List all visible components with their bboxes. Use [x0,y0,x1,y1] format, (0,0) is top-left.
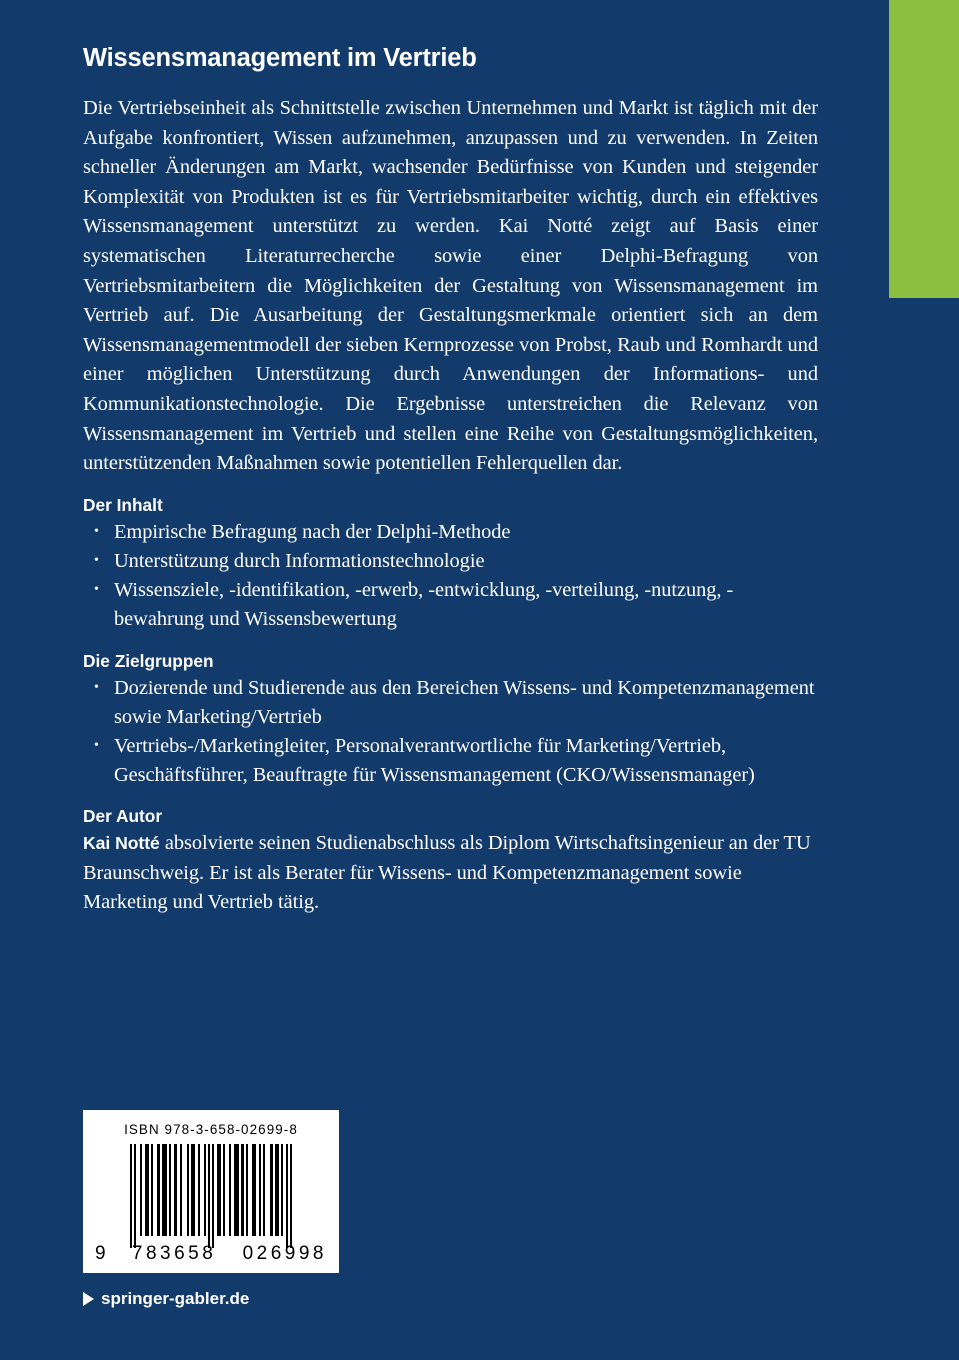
section-heading-inhalt: Der Inhalt [83,494,163,515]
list-item: • Dozierende und Studierende aus den Bereichen Wissens- und Kompetenzmanagement sowie Marketing/Vertrieb [83,674,818,732]
author-name: Kai Notté [83,833,160,854]
isbn-label: ISBN 978-3-658-02699-8 [124,1122,298,1137]
zielgruppen-list [83,674,818,791]
triangle-icon [83,1292,94,1306]
barcode-box [83,1110,339,1273]
list-item: • Vertriebs-/Marketingleiter, Personalverantwortliche für Marketing/Vertrieb, Geschäftsführer, Beauftragte für Wissensmanagement (CKO/Wissensmanager) [83,732,818,790]
list-item: • Wissensziele, -identifikation, -erwerb, -entwicklung, -verteilung, -nutzung, -bewahrung und Wissensbewertung [83,576,818,634]
barcode-digits-left: 783658 [131,1243,217,1264]
publisher-name: springer-gabler.de [101,1289,250,1308]
barcode-digits-right: 026998 [242,1243,327,1264]
barcode-bars [93,1144,329,1236]
publisher-logo [83,1289,343,1309]
section-heading-autor: Der Autor [83,806,163,827]
book-blurb: Die Vertriebseinheit als Schnittstelle zwischen Unternehmen und Markt ist täglich mit der Aufgabe konfrontiert, Wissen aufzunehmen, anzupassen und zu verwenden. In Zeiten schneller Änderungen am Markt, wachsender Bedürfnisse von Kunden und steigender Komplexität von Produkten ist es für Vertriebsmitarbeiter wichtig, durch ein effektives Wissensmanagement unterstützt zu werden. Kai Notté zeigt auf Basis einer systematischen Literaturrecherche sowie einer Delphi-Befragung von Vertriebsmitarbeitern die Möglichkeiten der Gestaltung von Wissensmanagement im Vertrieb auf. Die Ausarbeitung der Gestaltungsmerkmale orientiert sich an dem Wissensmanagementmodell der sieben Kernprozesse von Probst, Raub und Romhardt und einer möglichen Unterstützung durch Anwendungen der Informations- und Kommunikationstechnologie. Die Ergebnisse unterstreichen die Relevanz von Wissensmanagement im Vertrieb und stellen eine Reihe von Gestaltungsmöglichkeiten, unterstützenden Maßnahmen sowie potentiellen Fehlerquellen dar. [83,97,818,475]
list-item: • Empirische Befragung nach der Delphi-Methode [83,518,818,547]
section-heading-zielgruppen: Die Zielgruppen [83,650,214,671]
list-item: • Unterstützung durch Informationstechnologie [83,547,818,576]
author-bio [83,829,818,917]
barcode-digits [83,1243,339,1265]
page-title: Wissensmanagement im Vertrieb [83,44,477,72]
accent-color-block [889,0,959,298]
inhalt-list [83,518,818,635]
barcode-digit-lead: 9 [95,1243,106,1264]
cover-text-content [83,44,818,917]
barcode-area [83,1110,343,1309]
author-bio-text: absolvierte seinen Studienabschluss als Diplom Wirtschaftsingenieur an der TU Braunschweig. Er ist als Berater für Wissens- und Kompetenzmanagement sowie Marketing und Vertrieb tätig. [83,832,811,913]
